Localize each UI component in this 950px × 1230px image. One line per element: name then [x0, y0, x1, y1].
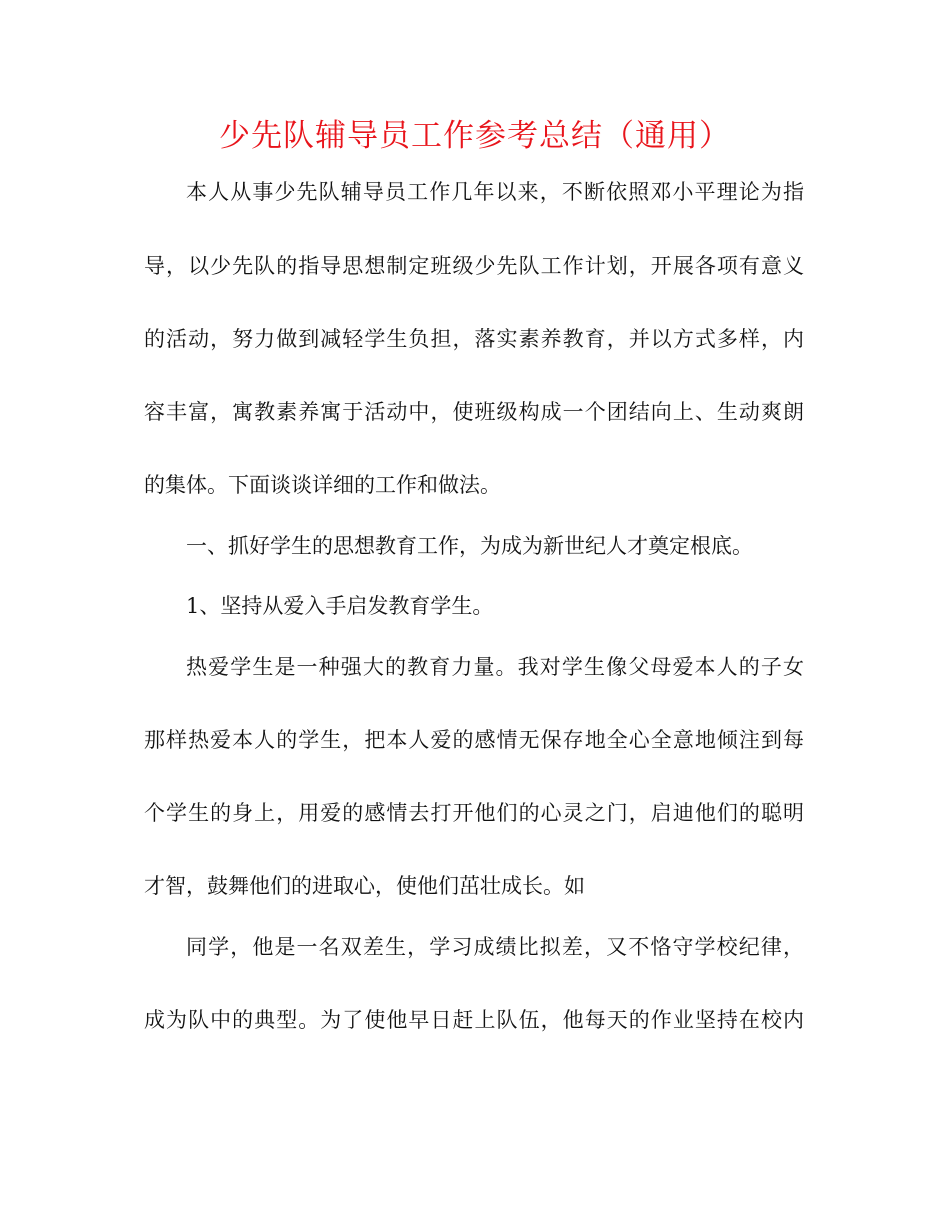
paragraph-line: 的集体。下面谈谈详细的工作和做法。: [144, 473, 501, 497]
paragraph-line: 本人从事少先队辅导员工作几年以来，不断依照邓小平理论为指: [186, 180, 804, 204]
paragraph-line: 导，以少先队的指导思想制定班级少先队工作计划，开展各项有意义: [144, 254, 804, 278]
paragraph-line: 个学生的身上，用爱的感情去打开他们的心灵之门，启迪他们的聪明: [144, 801, 804, 825]
section-heading: 一、抓好学生的思想教育工作，为成为新世纪人才奠定根底。: [186, 534, 753, 558]
subsection-heading: 1、坚持从爱入手启发教育学生。: [186, 594, 494, 618]
paragraph-line: 同学，他是一名双差生，学习成绩比拟差，又不恪守学校纪律，: [186, 935, 804, 959]
paragraph-line: 那样热爱本人的学生，把本人爱的感情无保存地全心全意地倾注到每: [144, 728, 804, 752]
paragraph-line: 容丰富，寓教素养寓于活动中，使班级构成一个团结向上、生动爽朗: [144, 400, 804, 424]
paragraph-line: 成为队中的典型。为了使他早日赶上队伍，他每天的作业坚持在校内: [144, 1008, 804, 1032]
paragraph-line: 才智，鼓舞他们的进取心，使他们茁壮成长。如: [144, 874, 585, 898]
paragraph-line: 热爱学生是一种强大的教育力量。我对学生像父母爱本人的子女: [186, 655, 804, 679]
document-title: 少先队辅导员工作参考总结（通用）: [219, 118, 731, 154]
paragraph-line: 的活动，努力做到减轻学生负担，落实素养教育，并以方式多样，内: [144, 327, 804, 351]
